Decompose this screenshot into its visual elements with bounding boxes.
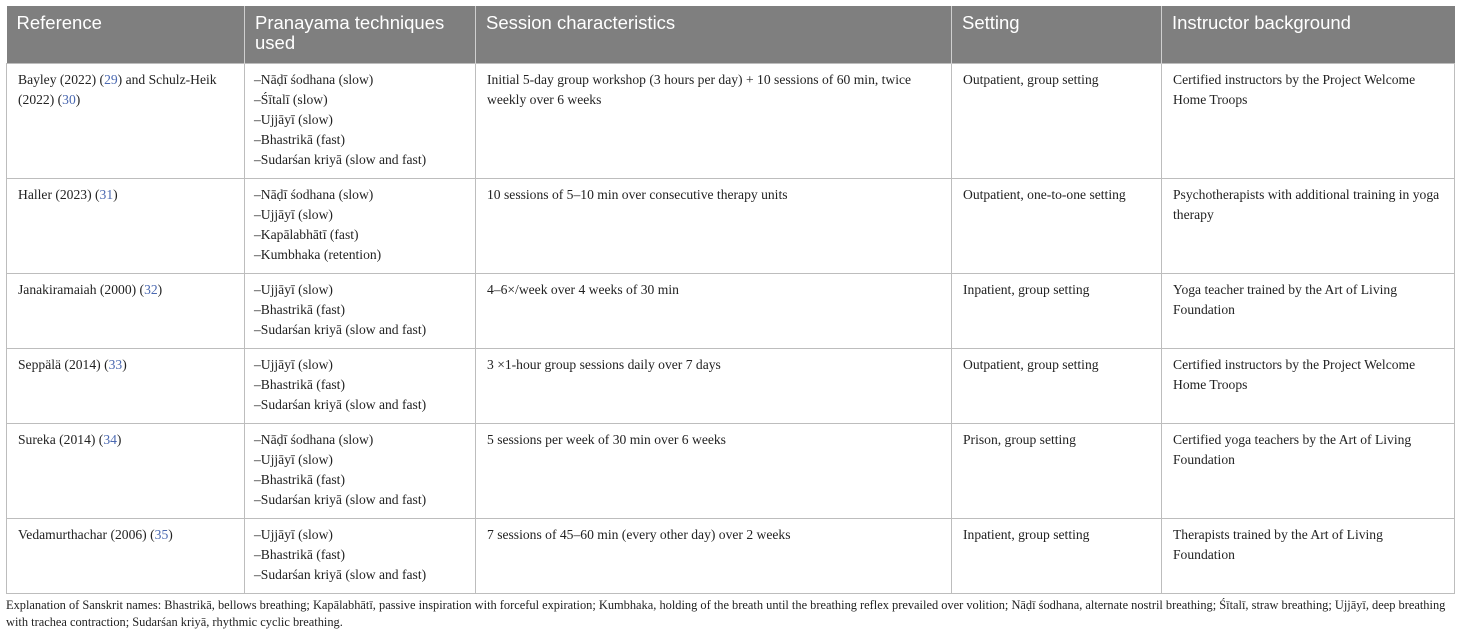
citation-link[interactable]: 30 (62, 92, 76, 107)
technique-item: –Nāḍī śodhana (slow) (254, 432, 374, 447)
setting-cell: Inpatient, group setting (952, 274, 1162, 349)
instructor-cell: Therapists trained by the Art of Living Foundation (1162, 519, 1455, 594)
instructor-cell: Certified instructors by the Project Welcome Home Troops (1162, 349, 1455, 424)
techniques-cell (245, 179, 476, 274)
technique-item: –Ujjāyī (slow) (254, 282, 333, 297)
header-session: Session characteristics (476, 6, 952, 64)
technique-item: –Bhastrikā (fast) (254, 132, 345, 147)
technique-item: –Ujjāyī (slow) (254, 357, 333, 372)
techniques-cell (245, 64, 476, 179)
setting-cell: Outpatient, one-to-one setting (952, 179, 1162, 274)
table-row (7, 349, 1455, 424)
setting-cell: Inpatient, group setting (952, 519, 1162, 594)
citation-link[interactable]: 34 (103, 432, 117, 447)
technique-item: –Ujjāyī (slow) (254, 452, 333, 467)
technique-item: –Ujjāyī (slow) (254, 207, 333, 222)
technique-item: –Bhastrikā (fast) (254, 472, 345, 487)
citation-link[interactable]: 31 (99, 187, 114, 202)
table-header-row (7, 6, 1455, 64)
technique-item: –Sudarśan kriyā (slow and fast) (254, 322, 427, 337)
techniques-cell (245, 424, 476, 519)
techniques-cell (245, 274, 476, 349)
technique-item: –Ujjāyī (slow) (254, 112, 333, 127)
table-row (7, 64, 1455, 179)
session-cell: 7 sessions of 45–60 min (every other day) over 2 weeks (476, 519, 952, 594)
reference-cell: Haller (2023) (31) (7, 179, 245, 274)
technique-item: –Kumbhaka (retention) (254, 247, 382, 262)
instructor-cell: Psychotherapists with additional training in yoga therapy (1162, 179, 1455, 274)
session-cell: 10 sessions of 5–10 min over consecutive therapy units (476, 179, 952, 274)
technique-item: –Sudarśan kriyā (slow and fast) (254, 152, 427, 167)
technique-item: –Bhastrikā (fast) (254, 377, 345, 392)
reference-cell: Vedamurthachar (2006) (35) (7, 519, 245, 594)
table-row (7, 424, 1455, 519)
header-setting: Setting (952, 6, 1162, 64)
session-cell: 4–6×/week over 4 weeks of 30 min (476, 274, 952, 349)
reference-cell: Janakiramaiah (2000) (32) (7, 274, 245, 349)
technique-item: –Sudarśan kriyā (slow and fast) (254, 492, 427, 507)
technique-item: –Sudarśan kriyā (slow and fast) (254, 397, 427, 412)
reference-cell: Sureka (2014) (34) (7, 424, 245, 519)
citation-link[interactable]: 29 (104, 72, 118, 87)
setting-cell: Outpatient, group setting (952, 349, 1162, 424)
setting-cell: Prison, group setting (952, 424, 1162, 519)
table-row (7, 274, 1455, 349)
instructor-cell: Yoga teacher trained by the Art of Living Foundation (1162, 274, 1455, 349)
technique-item: –Nāḍī śodhana (slow) (254, 72, 374, 87)
technique-item: –Kapālabhātī (fast) (254, 227, 359, 242)
citation-link[interactable]: 35 (154, 527, 169, 542)
header-techniques: Pranayama techniques used (245, 6, 476, 64)
pranayama-table (6, 6, 1455, 594)
citation-link[interactable]: 32 (144, 282, 158, 297)
session-cell: Initial 5-day group workshop (3 hours per day) + 10 sessions of 60 min, twice weekly over 6 weeks (476, 64, 952, 179)
technique-item: –Bhastrikā (fast) (254, 302, 345, 317)
reference-cell: Bayley (2022) (29) and Schulz-Heik (2022) (30) (7, 64, 245, 179)
instructor-cell: Certified instructors by the Project Welcome Home Troops (1162, 64, 1455, 179)
techniques-cell (245, 349, 476, 424)
table-row (7, 519, 1455, 594)
technique-item: –Ujjāyī (slow) (254, 527, 333, 542)
setting-cell: Outpatient, group setting (952, 64, 1162, 179)
technique-item: –Śītalī (slow) (254, 92, 328, 107)
header-instructor: Instructor background (1162, 6, 1455, 64)
session-cell: 5 sessions per week of 30 min over 6 weeks (476, 424, 952, 519)
header-reference: Reference (7, 6, 245, 64)
technique-item: –Nāḍī śodhana (slow) (254, 187, 374, 202)
citation-link[interactable]: 33 (108, 357, 123, 372)
table-row (7, 179, 1455, 274)
technique-item: –Sudarśan kriyā (slow and fast) (254, 567, 427, 582)
instructor-cell: Certified yoga teachers by the Art of Living Foundation (1162, 424, 1455, 519)
table-footnote: Explanation of Sanskrit names: Bhastrikā, bellows breathing; Kapālabhātī, passive inspiration with forceful expiration; Kumbhaka, holding of the breath until the breathing reflex prevailed over volition; Nāḍī śodhana, alternate nostril breathing; Śītalī, straw breathing; Ujjāyī, deep breathing with trachea contraction; Sudarśan kriyā, rhythmic cyclic breathing. (6, 598, 1446, 629)
techniques-cell (245, 519, 476, 594)
technique-item: –Bhastrikā (fast) (254, 547, 345, 562)
reference-cell: Seppälä (2014) (33) (7, 349, 245, 424)
session-cell: 3 ×1-hour group sessions daily over 7 days (476, 349, 952, 424)
